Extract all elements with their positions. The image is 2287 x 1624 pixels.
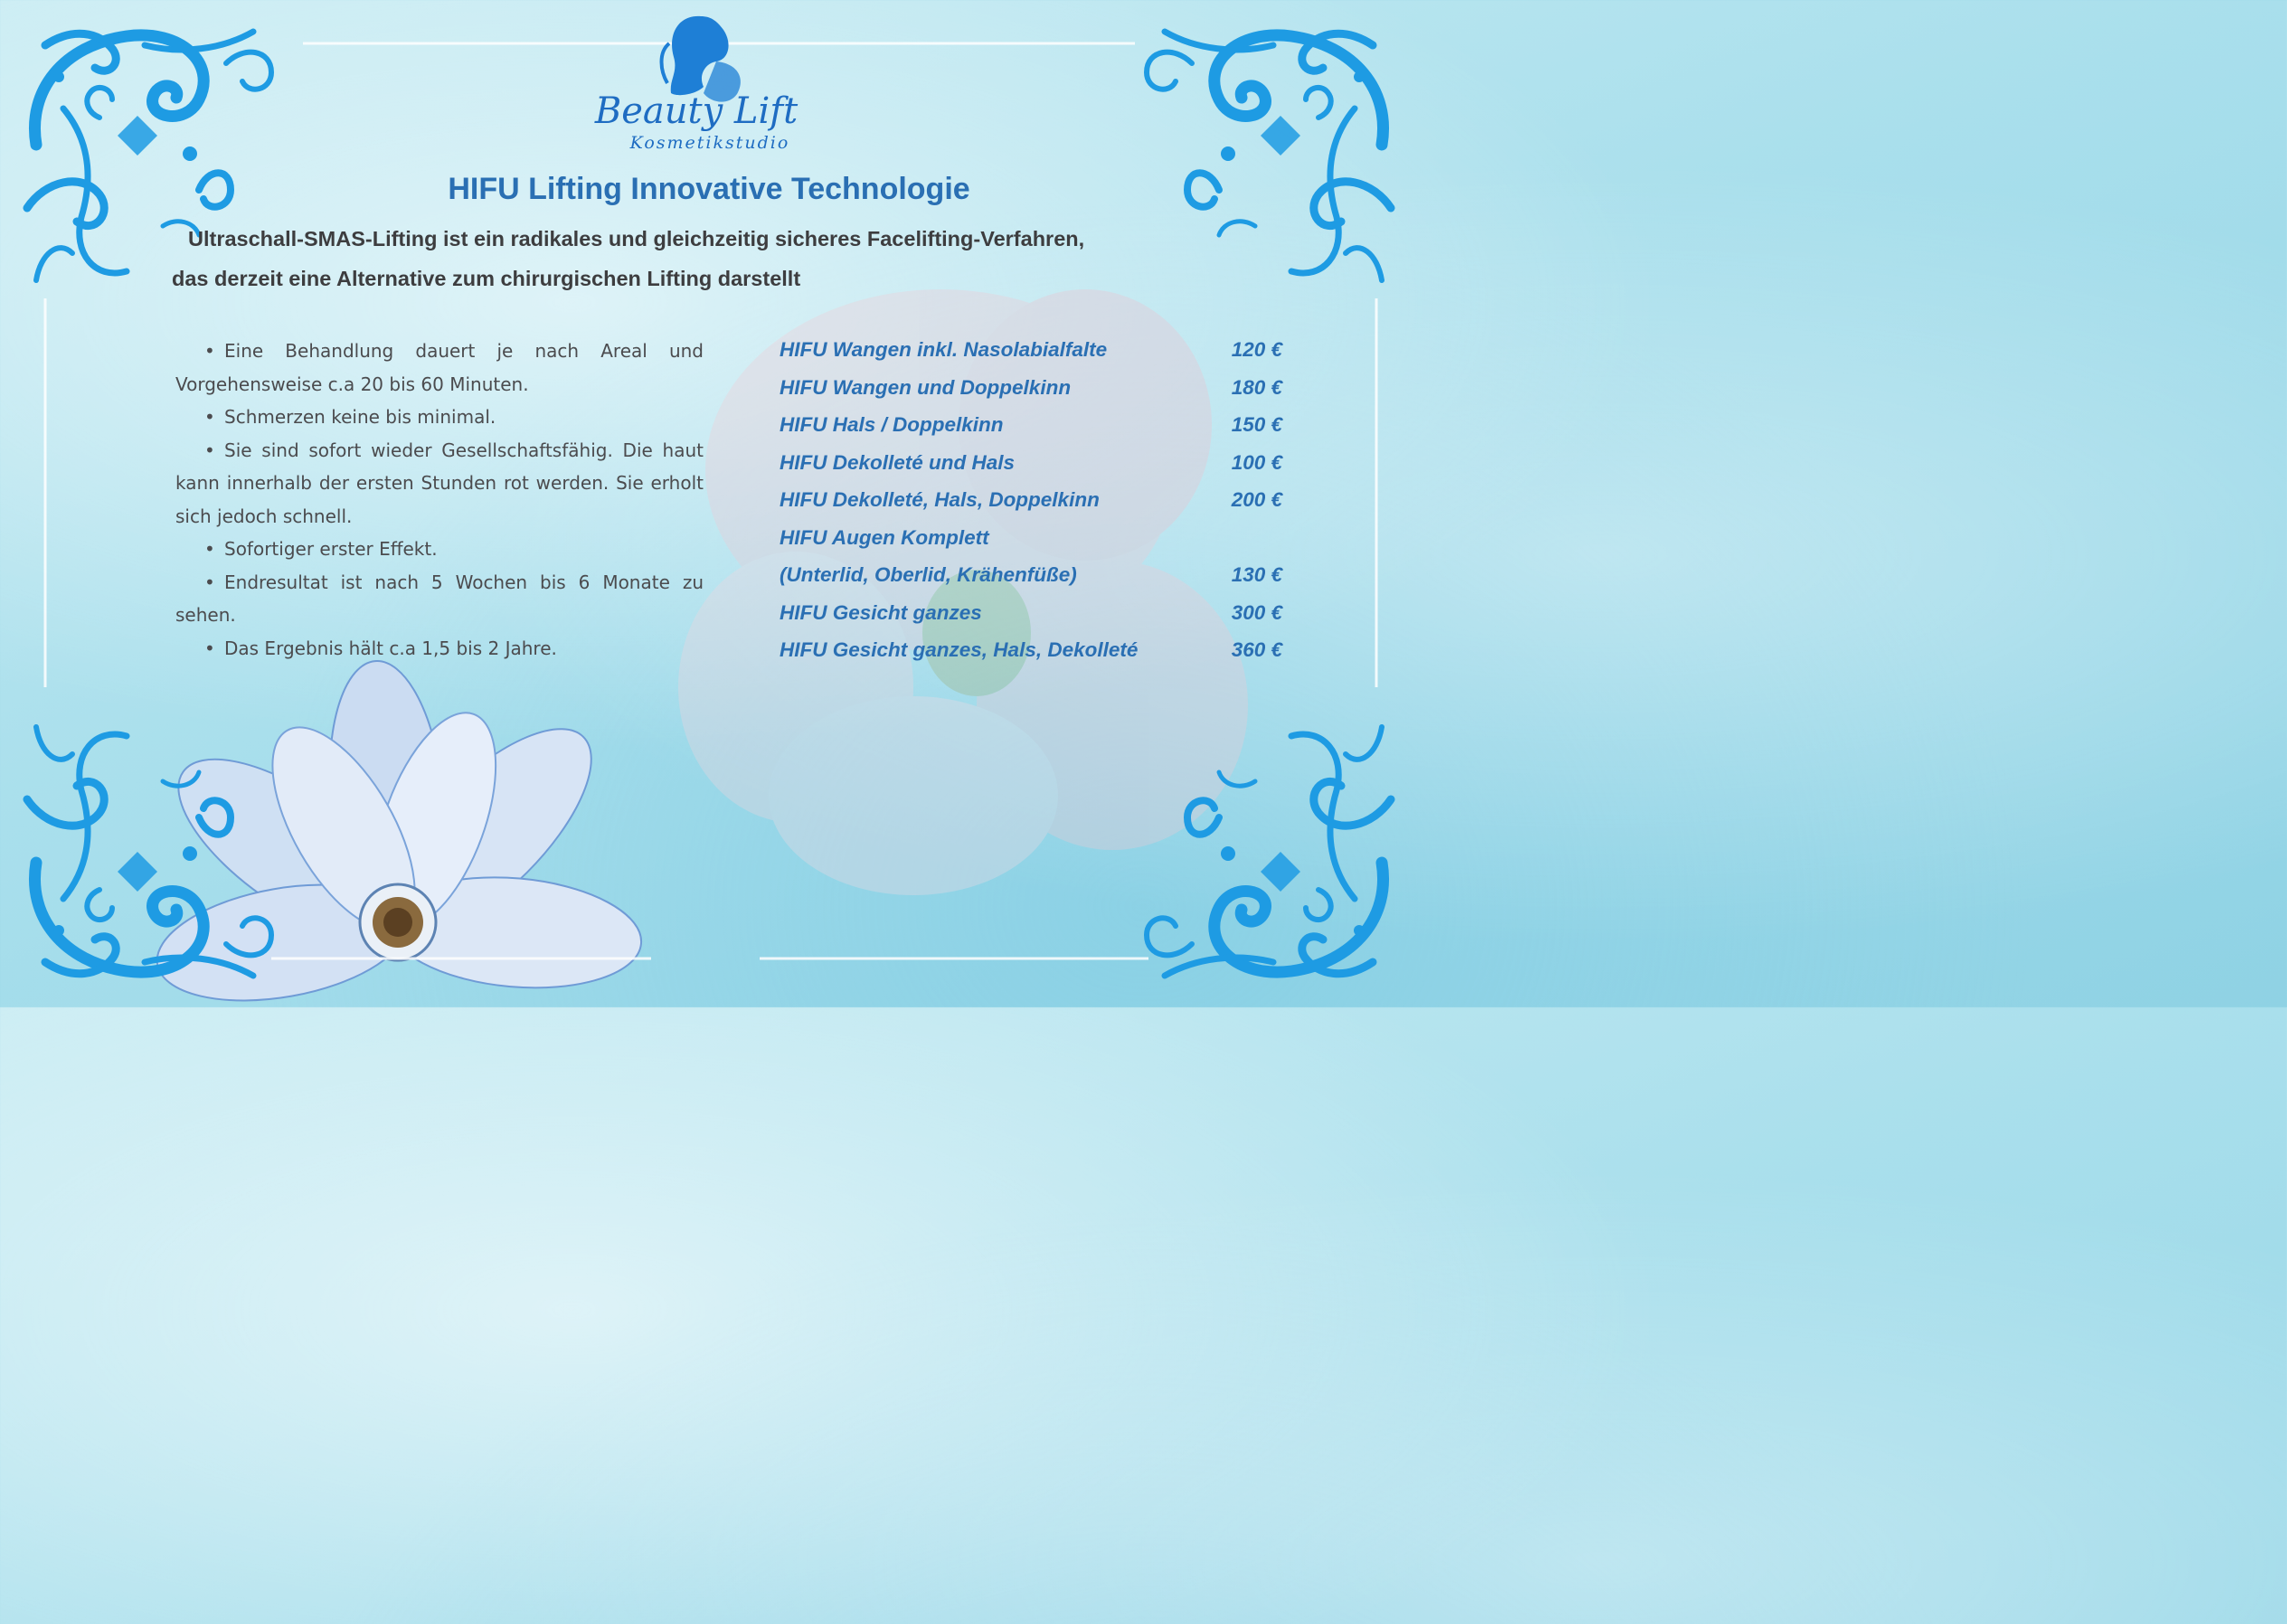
logo-tagline: Kosmetikstudio <box>629 133 790 153</box>
service-price: 300 € <box>1231 600 1282 624</box>
service-price: 130 € <box>1231 563 1282 586</box>
service-price: 150 € <box>1231 413 1282 436</box>
benefit-item: • Sofortiger erster Effekt. <box>175 533 704 566</box>
woman-silhouette-icon <box>662 16 741 102</box>
logo-name: Beauty Lift <box>594 90 799 132</box>
benefit-item: • Sie sind sofort wieder Gesellschaftsfähig. Die haut kann innerhalb der ersten Stunden rot werden. Sie erholt sich jedoch schnell. <box>175 434 704 533</box>
benefit-item: • Das Ergebnis hält c.a 1,5 bis 2 Jahre. <box>175 632 704 666</box>
page-title: HIFU Lifting Innovative Technologie <box>448 172 970 206</box>
service-name: HIFU Dekolleté, Hals, Doppelkinn <box>780 488 1100 511</box>
service-price <box>1282 519 1286 557</box>
service-price: 100 € <box>1231 450 1282 474</box>
service-price: 120 € <box>1231 338 1282 361</box>
price-row <box>780 406 1286 444</box>
service-name: HIFU Hals / Doppelkinn <box>780 413 1004 436</box>
service-price: 200 € <box>1231 488 1282 511</box>
service-name: HIFU Wangen und Doppelkinn <box>780 375 1072 399</box>
price-row <box>780 519 1286 557</box>
price-row <box>780 331 1286 369</box>
intro-line-2: das derzeit eine Alternative zum chirurgischen Lifting darstellt <box>172 267 801 290</box>
service-name: HIFU Wangen inkl. Nasolabialfalte <box>780 338 1108 361</box>
benefit-item: • Eine Behandlung dauert je nach Areal und Vorgehensweise c.a 20 bis 60 Minuten. <box>175 335 704 401</box>
price-row <box>780 556 1286 594</box>
intro-text <box>172 219 1257 298</box>
intro-line-1: Ultraschall-SMAS-Lifting ist ein radikales und gleichzeitig sicheres Facelifting-Verfahren, <box>188 227 1085 250</box>
service-name: (Unterlid, Oberlid, Krähenfüße) <box>780 563 1077 586</box>
service-name: HIFU Augen Komplett <box>780 525 989 549</box>
service-price: 360 € <box>1231 638 1282 661</box>
logo <box>543 7 850 161</box>
price-row <box>780 631 1286 669</box>
price-row <box>780 594 1286 632</box>
benefit-item: • Schmerzen keine bis minimal. <box>175 401 704 434</box>
price-row <box>780 444 1286 482</box>
benefit-list <box>175 335 704 665</box>
service-name: HIFU Dekolleté und Hals <box>780 450 1016 474</box>
price-list <box>780 331 1286 669</box>
service-price: 180 € <box>1231 375 1282 399</box>
benefit-item: • Endresultat ist nach 5 Wochen bis 6 Monate zu sehen. <box>175 566 704 632</box>
service-name: HIFU Gesicht ganzes, Hals, Dekolleté <box>780 638 1139 661</box>
service-name: HIFU Gesicht ganzes <box>780 600 982 624</box>
price-row <box>780 481 1286 519</box>
price-row <box>780 369 1286 407</box>
